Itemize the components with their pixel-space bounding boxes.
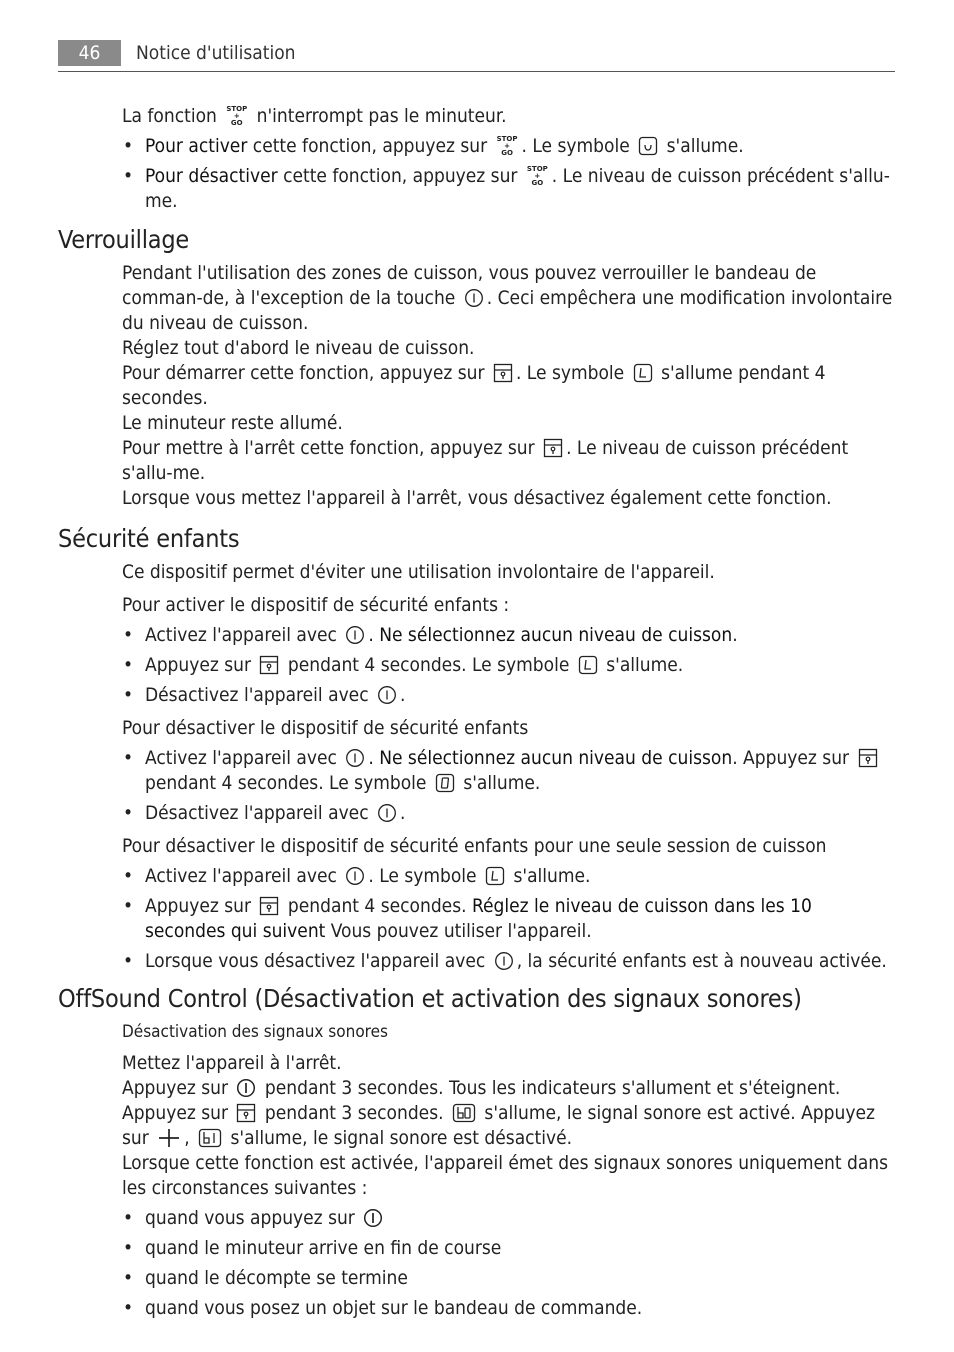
header-title: Notice d'utilisation [136,42,296,64]
stopgo-icon: STOP + GO [526,165,548,187]
lock-key-icon [543,438,563,458]
lock-key-icon [259,655,279,675]
paragraph: Le minuteur reste allumé. [122,412,343,434]
power-icon [236,1078,256,1098]
list-item: • quand vous appuyez sur [122,1206,895,1231]
paragraph: Lorsque vous mettez l'appareil à l'arrêt, vous désactivez également cette fonction. [122,487,832,509]
text: La fonction [122,105,217,127]
lock-key-icon [236,1103,256,1123]
list-item: • Lorsque vous désactivez l'appareil avec , la sécurité enfants est à nouveau activée. [122,949,895,974]
emphasis-text: Pour activer [145,135,248,157]
plus-icon [157,1128,181,1148]
page-number: 46 [58,40,121,66]
page-header [58,38,895,72]
activer-list [122,623,895,708]
pause-symbol-icon [638,136,658,156]
list-item: • Désactivez l'appareil avec . [122,683,895,708]
paragraph: Réglez tout d'abord le niveau de cuisson. [122,337,475,359]
section-title-offsound: OffSound Control (Désactivation et activation des signaux sonores) [58,984,802,1013]
sound-off-display-icon [198,1128,222,1148]
paragraph: Lorsque cette fonction est activée, l'appareil émet des signaux sonores uniquement dans les circonstances suivantes : [122,1152,889,1199]
lock-key-icon [493,363,513,383]
emphasis-text: Pour désactiver [145,165,278,187]
power-icon [363,1208,383,1228]
list-item: • Activez l'appareil avec . Le symbole s'allume. [122,864,895,889]
power-icon [345,866,365,886]
intro-list [122,134,895,214]
lock-key-icon [858,748,878,768]
list-item: • quand le minuteur arrive en fin de course [122,1236,895,1261]
text: n'interrompt pas le minuteur. [256,105,507,127]
paragraph: Pour démarrer cette fonction, appuyez sur . Le symbole s'allume pendant 4 secondes. [122,362,826,409]
section-title-securite: Sécurité enfants [58,524,240,553]
securite-intro: Ce dispositif permet d'éviter une utilisation involontaire de l'appareil. Pour activer le dispositif de sécurité enfants : [122,560,895,618]
desactiver-list [122,746,895,826]
power-icon [345,625,365,645]
lock-symbol-icon [633,363,653,383]
subheading-desactiver: Pour désactiver le dispositif de sécurité enfants [122,717,529,739]
list-item: • Activez l'appareil avec . Ne sélectionnez aucun niveau de cuisson. Appuyez sur pendant 4 secondes. Le symbole s'allume. [122,746,895,796]
stopgo-icon: STOP + GO [496,135,518,157]
section-title-verrouillage: Verrouillage [58,225,190,254]
power-icon [464,288,484,308]
list-item: • Pour désactiver cette fonction, appuyez sur STOP + GO . Le niveau de cuisson précédent s'allu-me. [122,164,895,214]
offsound-subtitle: Désactivation des signaux sonores [122,1022,388,1042]
list-item: • quand vous posez un objet sur le bandeau de commande. [122,1296,895,1321]
intro-line [122,104,895,129]
power-icon [377,803,397,823]
subheading-session: Pour désactiver le dispositif de sécurité enfants pour une seule session de cuisson [122,835,827,857]
offsound-body [122,1020,895,1201]
list-item: • quand le décompte se termine [122,1266,895,1291]
stopgo-icon: STOP + GO [226,105,248,127]
lock-key-icon [259,896,279,916]
list-item: • Désactivez l'appareil avec . [122,801,895,826]
offsound-list [122,1206,895,1321]
subheading-activer: Pour activer le dispositif de sécurité enfants : [122,594,510,616]
power-icon [494,951,514,971]
verrouillage-body [122,261,895,511]
list-item: • Appuyez sur pendant 4 secondes. Le symbole s'allume. [122,653,895,678]
lock-symbol-icon [485,866,505,886]
power-icon [345,748,365,768]
zero-symbol-icon [435,773,455,793]
paragraph: Mettez l'appareil à l'arrêt. [122,1052,342,1074]
list-item: • Activez l'appareil avec . Ne sélectionnez aucun niveau de cuisson. [122,623,895,648]
sound-on-display-icon [452,1103,476,1123]
session-list [122,864,895,974]
paragraph: Pendant l'utilisation des zones de cuisson, vous pouvez verrouiller le bandeau de comman-de, à l'exception de la touche . Ceci empêchera une modification involontaire du niveau de cuisson. [122,262,893,334]
paragraph: Appuyez sur pendant 3 secondes. Tous les indicateurs s'allument et s'éteignent. Appuyez sur pendant 3 secondes. s'allume, le signal sonore est activé. Appuyez sur , s'allume, le signal sonore est désactivé. [122,1077,875,1149]
page-content [58,104,895,1326]
list-item: • Pour activer cette fonction, appuyez sur STOP + GO . Le symbole s'allume. [122,134,895,159]
power-icon [377,685,397,705]
list-item: • Appuyez sur pendant 4 secondes. Réglez le niveau de cuisson dans les 10 secondes qui suivent Vous pouvez utiliser l'appareil. [122,894,895,944]
lock-symbol-icon [578,655,598,675]
paragraph: Pour mettre à l'arrêt cette fonction, appuyez sur . Le niveau de cuisson précédent s'allu-me. [122,437,849,484]
